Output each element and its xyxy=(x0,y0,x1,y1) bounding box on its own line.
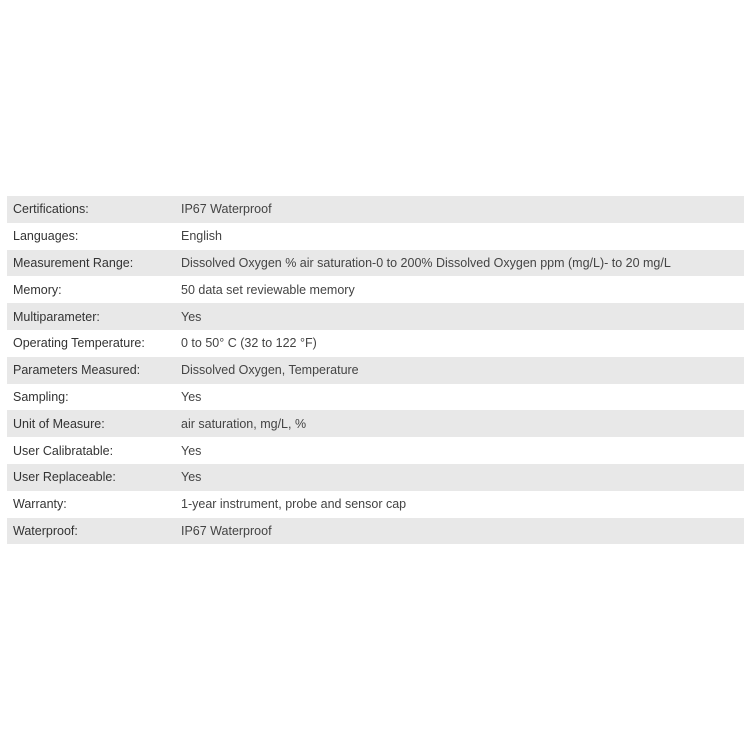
table-row xyxy=(7,196,744,223)
spec-label: Warranty: xyxy=(7,491,175,518)
table-row xyxy=(7,250,744,277)
spec-label: User Replaceable: xyxy=(7,464,175,491)
table-row xyxy=(7,303,744,330)
spec-label: Memory: xyxy=(7,276,175,303)
table-row xyxy=(7,384,744,411)
table-row xyxy=(7,410,744,437)
spec-label: Sampling: xyxy=(7,384,175,411)
table-row xyxy=(7,518,744,545)
spec-value: Yes xyxy=(175,303,744,330)
spec-value: Yes xyxy=(175,437,744,464)
table-row xyxy=(7,464,744,491)
spec-value: Dissolved Oxygen, Temperature xyxy=(175,357,744,384)
spec-label: Multiparameter: xyxy=(7,303,175,330)
spec-label: Waterproof: xyxy=(7,518,175,545)
spec-value: 1-year instrument, probe and sensor cap xyxy=(175,491,744,518)
spec-label: Certifications: xyxy=(7,196,175,223)
spec-value: Yes xyxy=(175,384,744,411)
spec-value: Dissolved Oxygen % air saturation-0 to 200% Dissolved Oxygen ppm (mg/L)- to 20 mg/L xyxy=(175,250,744,277)
table-row xyxy=(7,223,744,250)
table-row xyxy=(7,491,744,518)
spec-label: Unit of Measure: xyxy=(7,410,175,437)
spec-value: IP67 Waterproof xyxy=(175,196,744,223)
specifications-table xyxy=(7,196,744,544)
spec-value: 50 data set reviewable memory xyxy=(175,276,744,303)
spec-value: 0 to 50° C (32 to 122 °F) xyxy=(175,330,744,357)
spec-label: User Calibratable: xyxy=(7,437,175,464)
spec-label: Parameters Measured: xyxy=(7,357,175,384)
table-row xyxy=(7,330,744,357)
table-row xyxy=(7,437,744,464)
table-row xyxy=(7,357,744,384)
spec-label: Languages: xyxy=(7,223,175,250)
spec-value: English xyxy=(175,223,744,250)
spec-value: IP67 Waterproof xyxy=(175,518,744,545)
spec-value: air saturation, mg/L, % xyxy=(175,410,744,437)
spec-label: Measurement Range: xyxy=(7,250,175,277)
table-row xyxy=(7,276,744,303)
spec-value: Yes xyxy=(175,464,744,491)
spec-label: Operating Temperature: xyxy=(7,330,175,357)
